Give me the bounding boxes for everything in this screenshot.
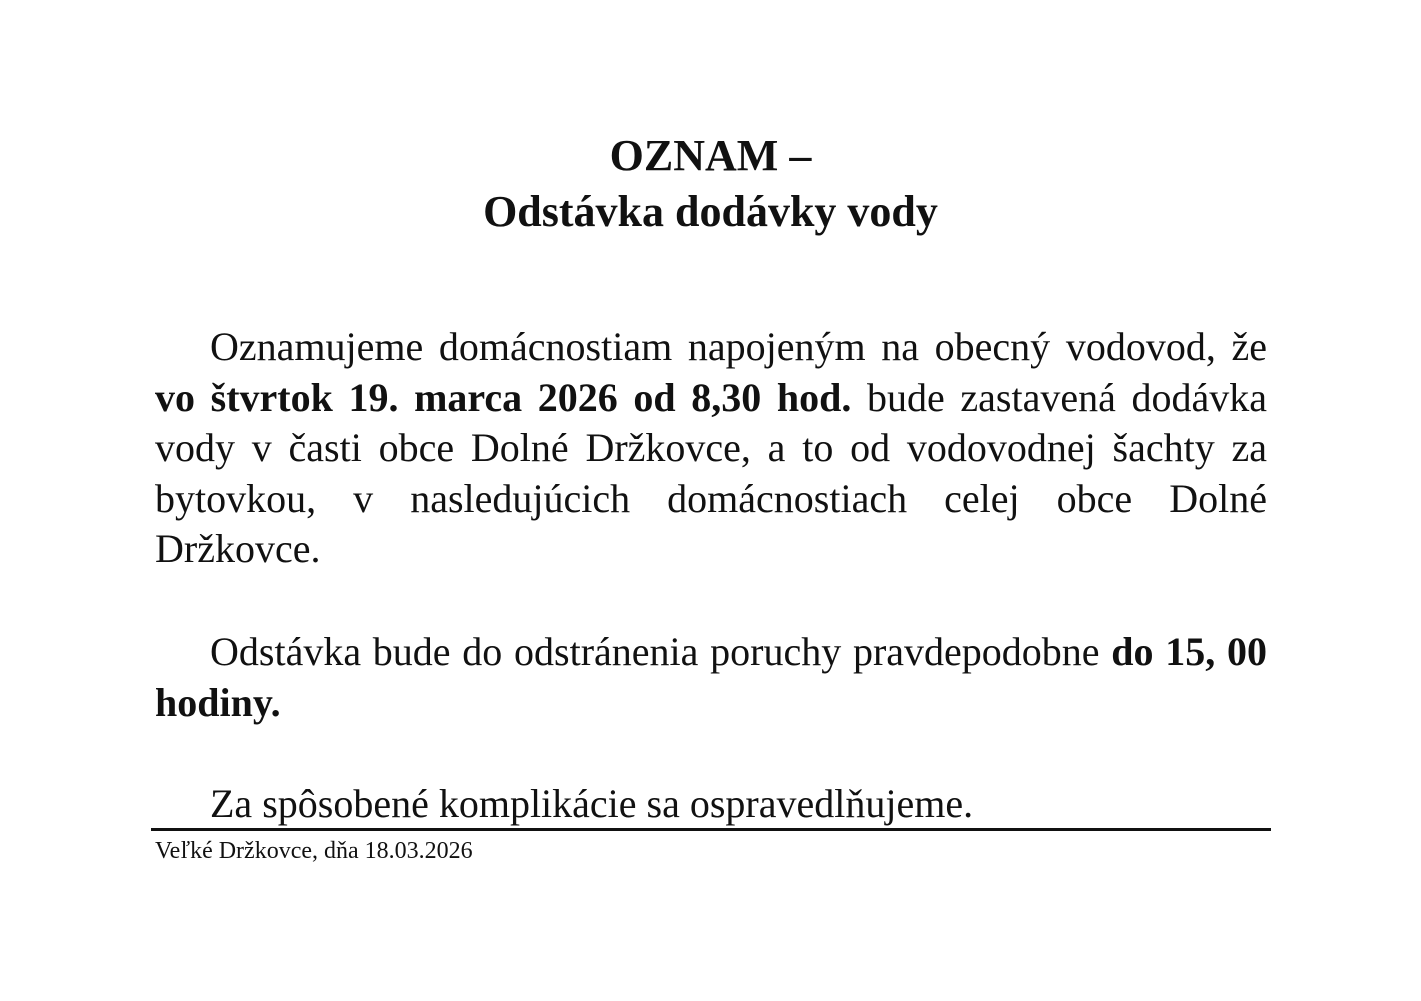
title-line-1: OZNAM – <box>609 131 812 180</box>
title-line-2: Odstávka dodávky vody <box>483 187 938 236</box>
outage-date-time: vo štvrtok 19. marca 2026 od 8,30 hod. <box>155 374 852 420</box>
divider-line <box>151 828 1271 831</box>
paragraph-apology <box>155 779 1267 830</box>
paragraph1-rest: bude zastavená dodávka vody v časti obce Dolné Držkovce, a to od vodovodnej šachty za bytovkou, v nasledujúcich domácnostiach celej obce Dolné Držkovce. <box>155 374 1267 571</box>
place-and-date: Veľké Držkovce, dňa 18.03.2026 <box>155 838 473 864</box>
paragraph-outage-duration <box>155 627 1267 728</box>
outage-end-time: do 15, 00 hodiny. <box>155 629 1267 725</box>
apology-text: Za spôsobené komplikácie sa ospravedlňujeme. <box>210 781 974 826</box>
paragraph1-intro: Oznamujeme domácnostiam napojeným na obecný vodovod, že <box>210 324 1267 369</box>
paragraph-outage-details <box>155 322 1267 575</box>
paragraph2-intro: Odstávka bude do odstránenia poruchy pravdepodobne <box>210 629 1112 674</box>
notice-title <box>0 128 1421 240</box>
